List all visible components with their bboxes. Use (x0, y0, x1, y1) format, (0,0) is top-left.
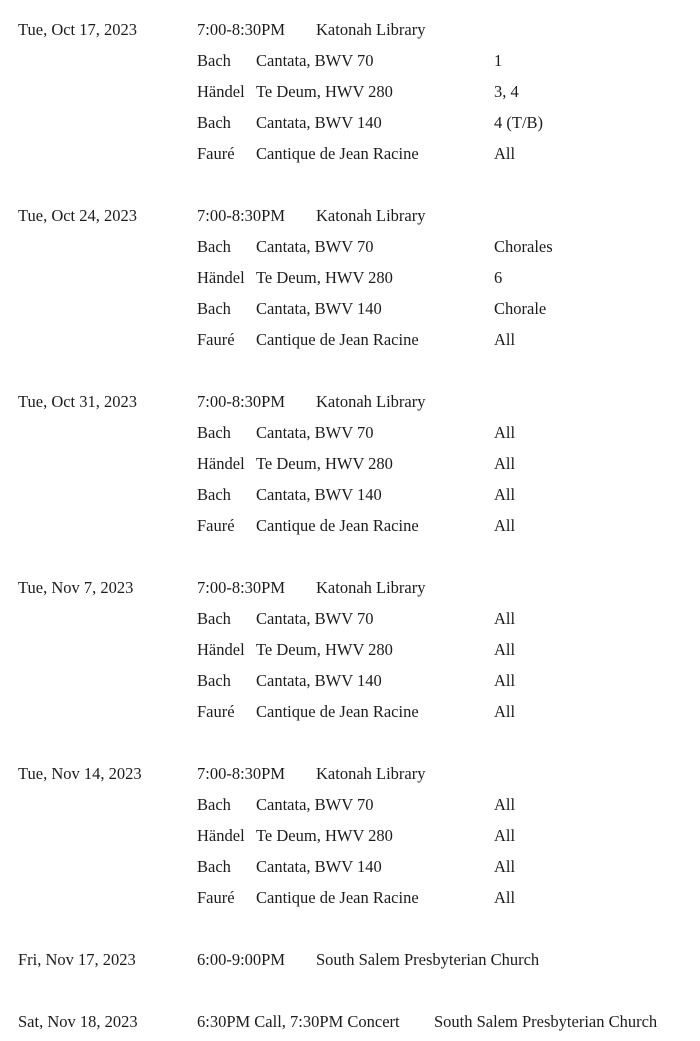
rehearsal-date: Tue, Nov 7, 2023 (18, 578, 134, 597)
piece-movements: All (494, 857, 516, 876)
piece-row (18, 696, 688, 727)
piece-row (18, 665, 688, 696)
piece-row (18, 138, 688, 169)
piece-movements: All (494, 795, 516, 814)
piece-row (18, 603, 688, 634)
rehearsal-entry (18, 572, 688, 758)
event-venue: South Salem Presbyterian Church (434, 1012, 658, 1031)
piece-composer: Fauré (197, 144, 235, 163)
rehearsal-venue: Katonah Library (316, 206, 426, 225)
rehearsal-entry (18, 386, 688, 572)
piece-composer: Bach (197, 671, 231, 690)
piece-work: Te Deum, HWV 280 (256, 454, 393, 473)
piece-composer: Händel (197, 268, 245, 287)
piece-row (18, 262, 688, 293)
event-entry (18, 1006, 688, 1037)
piece-work: Cantata, BWV 70 (256, 423, 374, 442)
piece-movements: Chorales (494, 237, 553, 256)
event-date: Fri, Nov 17, 2023 (18, 950, 136, 969)
piece-work: Cantata, BWV 140 (256, 857, 382, 876)
piece-composer: Händel (197, 640, 245, 659)
rehearsal-time: 7:00-8:30PM (197, 392, 286, 411)
piece-row (18, 45, 688, 76)
rehearsal-venue: Katonah Library (316, 392, 426, 411)
rehearsal-venue: Katonah Library (316, 764, 426, 783)
piece-work: Te Deum, HWV 280 (256, 826, 393, 845)
piece-movements: All (494, 423, 516, 442)
rehearsal-venue: Katonah Library (316, 578, 426, 597)
piece-work: Cantique de Jean Racine (256, 516, 419, 535)
piece-movements: All (494, 144, 516, 163)
rehearsal-date: Tue, Oct 24, 2023 (18, 206, 138, 225)
piece-movements: 3, 4 (494, 82, 519, 101)
piece-movements: 1 (494, 51, 503, 70)
piece-movements: All (494, 888, 516, 907)
piece-work: Cantata, BWV 140 (256, 485, 382, 504)
rehearsal-date: Tue, Nov 14, 2023 (18, 764, 142, 783)
piece-row (18, 510, 688, 541)
rehearsal-date: Tue, Oct 31, 2023 (18, 392, 138, 411)
piece-composer: Fauré (197, 888, 235, 907)
rehearsal-time: 7:00-8:30PM (197, 578, 286, 597)
piece-work: Te Deum, HWV 280 (256, 82, 393, 101)
piece-composer: Händel (197, 82, 245, 101)
rehearsal-date: Tue, Oct 17, 2023 (18, 20, 138, 39)
rehearsal-venue: Katonah Library (316, 20, 426, 39)
piece-composer: Bach (197, 485, 231, 504)
piece-row (18, 448, 688, 479)
piece-work: Cantata, BWV 70 (256, 237, 374, 256)
piece-work: Cantique de Jean Racine (256, 888, 419, 907)
piece-row (18, 76, 688, 107)
event-time: 6:30PM Call, 7:30PM Concert (197, 1012, 400, 1031)
piece-movements: 4 (T/B) (494, 113, 544, 132)
rehearsal-entry (18, 758, 688, 944)
piece-movements: Chorale (494, 299, 547, 318)
piece-work: Cantata, BWV 70 (256, 609, 374, 628)
event-entry (18, 944, 688, 1006)
piece-work: Cantata, BWV 140 (256, 113, 382, 132)
rehearsal-time: 7:00-8:30PM (197, 764, 286, 783)
piece-composer: Händel (197, 826, 245, 845)
piece-movements: All (494, 609, 516, 628)
piece-movements: 6 (494, 268, 503, 287)
piece-movements: All (494, 671, 516, 690)
piece-composer: Bach (197, 51, 231, 70)
piece-row (18, 789, 688, 820)
piece-row (18, 882, 688, 913)
piece-work: Te Deum, HWV 280 (256, 268, 393, 287)
piece-row (18, 634, 688, 665)
piece-work: Cantique de Jean Racine (256, 330, 419, 349)
piece-row (18, 231, 688, 262)
piece-row (18, 107, 688, 138)
piece-composer: Bach (197, 857, 231, 876)
piece-composer: Bach (197, 609, 231, 628)
piece-movements: All (494, 485, 516, 504)
piece-composer: Fauré (197, 516, 235, 535)
rehearsal-time: 7:00-8:30PM (197, 206, 286, 225)
piece-work: Cantata, BWV 70 (256, 51, 374, 70)
piece-row (18, 417, 688, 448)
event-date: Sat, Nov 18, 2023 (18, 1012, 138, 1031)
piece-composer: Bach (197, 795, 231, 814)
piece-work: Cantata, BWV 70 (256, 795, 374, 814)
rehearsal-schedule (18, 14, 688, 1037)
piece-composer: Bach (197, 423, 231, 442)
piece-composer: Bach (197, 237, 231, 256)
piece-movements: All (494, 826, 516, 845)
piece-composer: Bach (197, 113, 231, 132)
rehearsal-entry (18, 200, 688, 386)
piece-work: Cantata, BWV 140 (256, 671, 382, 690)
piece-work: Te Deum, HWV 280 (256, 640, 393, 659)
piece-row (18, 851, 688, 882)
piece-movements: All (494, 702, 516, 721)
piece-work: Cantique de Jean Racine (256, 144, 419, 163)
piece-row (18, 324, 688, 355)
rehearsal-time: 7:00-8:30PM (197, 20, 286, 39)
piece-composer: Fauré (197, 702, 235, 721)
piece-row (18, 820, 688, 851)
event-time: 6:00-9:00PM (197, 950, 286, 969)
piece-composer: Bach (197, 299, 231, 318)
piece-movements: All (494, 640, 516, 659)
piece-composer: Händel (197, 454, 245, 473)
piece-movements: All (494, 454, 516, 473)
piece-work: Cantata, BWV 140 (256, 299, 382, 318)
event-venue: South Salem Presbyterian Church (316, 950, 540, 969)
piece-work: Cantique de Jean Racine (256, 702, 419, 721)
piece-movements: All (494, 516, 516, 535)
piece-composer: Fauré (197, 330, 235, 349)
rehearsal-entry (18, 14, 688, 200)
piece-movements: All (494, 330, 516, 349)
piece-row (18, 479, 688, 510)
piece-row (18, 293, 688, 324)
